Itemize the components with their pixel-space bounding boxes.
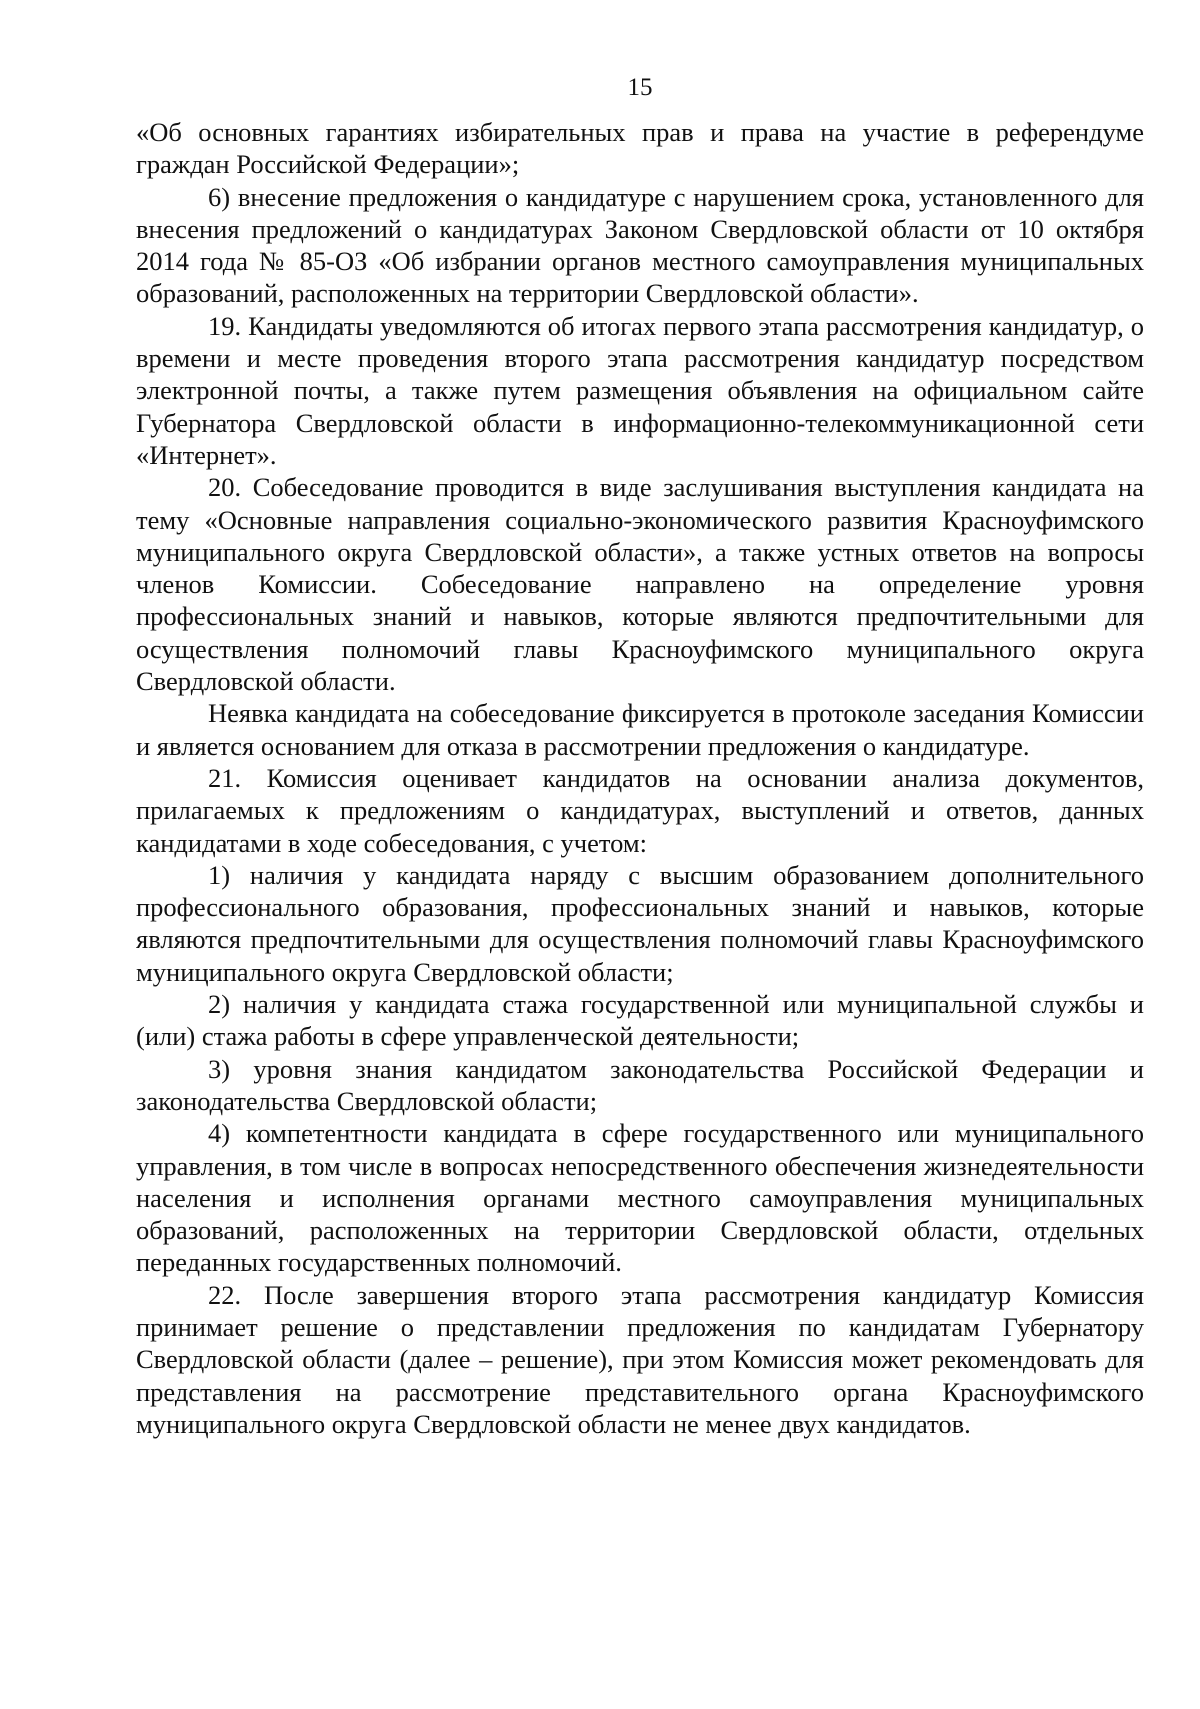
- paragraph-20: 20. Собеседование проводится в виде заслушивания выступления кандидата на тему «Основные направления социально-экономического развития Красноуфимского муниципального округа Свердловской области», а также устных ответов на вопросы членов Комиссии. Собеседование направлено на определение уровня профессиональных знаний и навыков, которые являются предпочтительными для осуществления полномочий главы Красноуфимского муниципального округа Свердловской области.: [136, 472, 1144, 697]
- paragraph-absence-note: Неявка кандидата на собеседование фиксируется в протоколе заседания Комиссии и является основанием для отказа в рассмотрении предложения о кандидатуре.: [136, 698, 1144, 761]
- paragraph-item-6: 6) внесение предложения о кандидатуре с нарушением срока, установленного для внесения предложений о кандидатурах Законом Свердловской области от 10 октября 2014 года № 85-ОЗ «Об избрании органов местного самоуправления муниципальных образований, расположенных на территории Свердловской области».: [136, 181, 1144, 309]
- paragraph-19: 19. Кандидаты уведомляются об итогах первого этапа рассмотрения кандидатур, о времени и месте проведения второго этапа рассмотрения кандидатур посредством электронной почты, а также путем размещения объявления на официальном сайте Губернатора Свердловской области в информационно-телекоммуникационной сети «Интернет».: [136, 310, 1144, 470]
- paragraph-21: 21. Комиссия оценивает кандидатов на основании анализа документов, прилагаемых к предложениям о кандидатурах, выступлений и ответов, данных кандидатами в ходе собеседования, с учетом:: [136, 762, 1144, 858]
- document-body: [136, 116, 1144, 1440]
- paragraph-21-item-1: 1) наличия у кандидата наряду с высшим образованием дополнительного профессионального образования, профессиональных знаний и навыков, которые являются предпочтительными для осуществления полномочий главы Красноуфимского муниципального округа Свердловской области;: [136, 859, 1144, 987]
- paragraph-21-item-2: 2) наличия у кандидата стажа государственной или муниципальной службы и (или) стажа работы в сфере управленческой деятельности;: [136, 989, 1144, 1052]
- paragraph-22: 22. После завершения второго этапа рассмотрения кандидатур Комиссия принимает решение о представлении предложения по кандидатам Губернатору Свердловской области (далее – решение), при этом Комиссия может рекомендовать для представления на рассмотрение представительного органа Красноуфимского муниципального округа Свердловской области не менее двух кандидатов.: [136, 1279, 1144, 1439]
- paragraph-21-item-4: 4) компетентности кандидата в сфере государственного или муниципального управления, в том числе в вопросах непосредственного обеспечения жизнедеятельности населения и исполнения органами местного самоуправления муниципальных образований, расположенных на территории Свердловской области, отдельных переданных государственных полномочий.: [136, 1118, 1144, 1278]
- page-number: 15: [627, 74, 653, 101]
- paragraph-law-title-continuation: «Об основных гарантиях избирательных прав и права на участие в референдуме граждан Российской Федерации»;: [136, 117, 1144, 180]
- paragraph-21-item-3: 3) уровня знания кандидатом законодательства Российской Федерации и законодательства Свердловской области;: [136, 1053, 1144, 1116]
